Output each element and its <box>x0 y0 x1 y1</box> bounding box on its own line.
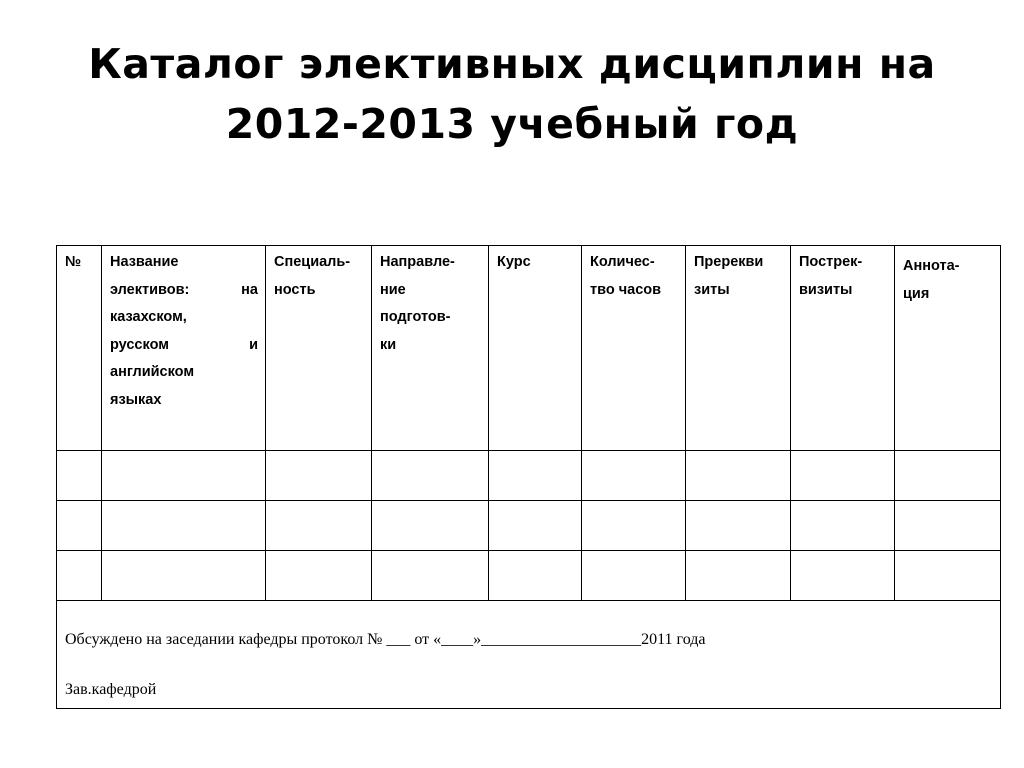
header-cell-hours <box>582 246 686 451</box>
table-cell[interactable] <box>489 501 582 551</box>
header-postrequisites <box>791 246 894 304</box>
header-prerequisites <box>686 246 790 304</box>
header-cell-course <box>489 246 582 451</box>
header-postrequisites-line: визиты <box>799 281 853 298</box>
footer-cell <box>57 601 1001 709</box>
table-cell[interactable] <box>266 451 372 501</box>
table-cell[interactable] <box>57 551 102 601</box>
title-line-1: Каталог элективных дисциплин на <box>88 40 936 88</box>
table-cell[interactable] <box>791 451 895 501</box>
table-cell[interactable] <box>582 501 686 551</box>
table-cell[interactable] <box>895 451 1001 501</box>
table-cell[interactable] <box>372 551 489 601</box>
table-cell[interactable] <box>57 501 102 551</box>
header-direction-line: Направле- <box>380 254 455 270</box>
table-cell[interactable] <box>489 451 582 501</box>
header-name-line: английском <box>110 364 195 380</box>
header-name-line: языках <box>110 391 162 408</box>
header-cell-direction <box>372 246 489 451</box>
table-cell[interactable] <box>791 501 895 551</box>
table-cell[interactable] <box>489 551 582 601</box>
elective-catalog-table <box>56 245 1001 709</box>
header-annotation-line: ция <box>903 285 930 302</box>
table-cell[interactable] <box>686 451 791 501</box>
meeting-protocol-note: Обсуждено на заседании кафедры протокол № ___ от «____»____________________2011 года <box>65 631 706 648</box>
table-cell[interactable] <box>372 451 489 501</box>
page-title <box>0 34 1024 154</box>
header-specialty <box>266 246 371 304</box>
table-cell[interactable] <box>686 551 791 601</box>
table-row <box>57 551 1001 601</box>
header-direction-line: ние <box>380 281 406 298</box>
table-row <box>57 451 1001 501</box>
title-line-2: 2012-2013 учебный год <box>225 100 799 148</box>
header-hours-line: Количес- <box>590 254 655 270</box>
header-direction <box>372 246 488 359</box>
header-annotation <box>895 246 1000 308</box>
header-name-word: русском <box>110 336 169 353</box>
table-cell[interactable] <box>895 501 1001 551</box>
table-cell[interactable] <box>372 501 489 551</box>
table-footer-row <box>57 601 1001 709</box>
header-course: Курс <box>497 254 531 270</box>
header-specialty-line: ность <box>274 281 316 298</box>
table-cell[interactable] <box>102 551 266 601</box>
header-prerequisites-line: Пререкви <box>694 254 764 270</box>
header-annotation-line: Аннота- <box>903 258 960 274</box>
table-cell[interactable] <box>102 501 266 551</box>
header-name-line: казахском, <box>110 309 187 325</box>
header-cell-annotation <box>895 246 1001 451</box>
header-hours <box>582 246 685 304</box>
department-head-label: Зав.кафедрой <box>65 681 157 698</box>
header-prerequisites-line: зиты <box>694 281 730 298</box>
header-cell-specialty <box>266 246 372 451</box>
header-cell-prerequisites <box>686 246 791 451</box>
header-number: № <box>65 254 82 270</box>
table-cell[interactable] <box>102 451 266 501</box>
header-direction-line: ки <box>380 336 397 353</box>
header-direction-line: подготов- <box>380 309 451 325</box>
header-hours-line: тво часов <box>590 281 662 298</box>
header-name <box>102 246 265 414</box>
header-name-line <box>110 277 258 305</box>
table-row <box>57 501 1001 551</box>
header-cell-postrequisites <box>791 246 895 451</box>
table-cell[interactable] <box>582 551 686 601</box>
header-postrequisites-line: Пострек- <box>799 254 863 270</box>
table-cell[interactable] <box>686 501 791 551</box>
header-name-line: Название <box>110 254 179 270</box>
table-cell[interactable] <box>791 551 895 601</box>
header-name-word: элективов: <box>110 281 190 298</box>
table-cell[interactable] <box>266 501 372 551</box>
header-name-word: и <box>249 336 258 353</box>
table-cell[interactable] <box>57 451 102 501</box>
table-cell[interactable] <box>895 551 1001 601</box>
header-cell-number <box>57 246 102 451</box>
header-specialty-line: Специаль- <box>274 254 351 270</box>
header-name-line <box>110 332 258 360</box>
table-cell[interactable] <box>266 551 372 601</box>
table-cell[interactable] <box>582 451 686 501</box>
header-name-word: на <box>241 281 258 298</box>
table-header-row <box>57 246 1001 451</box>
header-cell-name <box>102 246 266 451</box>
